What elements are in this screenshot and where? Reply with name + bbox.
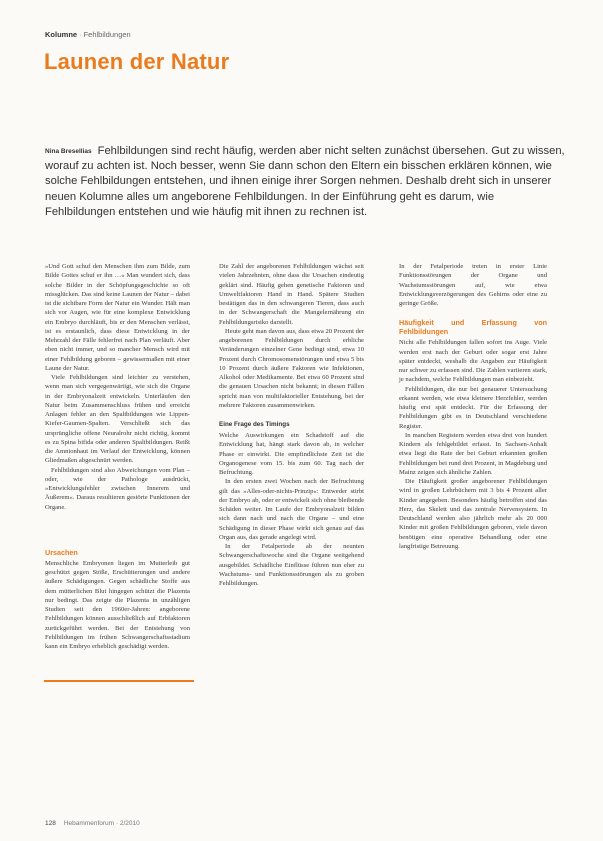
paragraph: In manchen Registern werden etwa drei von hundert Kindern als fehlgebildet erfasst. In Sachsen-Anhalt etwa liegt die Rate der bei Geburt erkannten großen Fehlbildungen bei rund drei Prozent, in Magdeburg und Mainz zeigen sich ähnliche Zahlen. xyxy=(399,431,547,476)
paragraph: In der Fetalperiode ab der neunten Schwangerschaftswoche sind die Organe weitgehend ausgebildet. Schädliche Einflüsse führen nun eher zu Wachstums- und Funktionsstörungen als zu groben Fehlbildungen. xyxy=(219,543,364,587)
publication-source: Hebammenforum · 2/2010 xyxy=(63,820,140,827)
subheading-ursachen: Ursachen xyxy=(45,547,78,557)
section-label: Kolumne xyxy=(45,30,78,39)
subheading-haeufigkeit: Häufigkeit und Erfassung von Fehlbildungen xyxy=(399,318,547,337)
subheading-timing: Eine Frage des Timings xyxy=(219,421,290,428)
paragraph: In den ersten zwei Wochen nach der Befruchtung gilt das »Alles-oder-nichts-Prinzip«: Entweder stirbt der Embryo ab, oder er entwickelt sich ohne bleibende Schäden weiter. Im Laufe der Embryonalzeit bilden sich dann nach und nach die Organe – und eine Schädigung in dieser Phase wirkt sich genau auf das Organ aus, das gerade angelegt wird. xyxy=(219,478,364,541)
paragraph: Die Zahl der angeborenen Fehlbildungen wächst seit vielen Jahrzehnten, ohne dass die Ursachen eindeutig geklärt sind. Häufig gehen genetische Faktoren und Umweltfaktoren Hand in Hand. Spätere Studien bestätigen das in den schwangeren Tieren, dass auch in der Schwangerschaft die Mangelernährung ein Fehlbildungsrisiko darstellt. xyxy=(219,263,364,326)
author-name: Nina Bresellias xyxy=(45,148,92,155)
article-title: Launen der Natur xyxy=(44,49,230,74)
paragraph: Menschliche Embryonen liegen im Mutterleib gut geschützt gegen Stöße, Erschütterungen und andere äußere Schädigungen. Gegen schädliche Stoffe aus dem mütterlichen Blut hingegen schützt die Plazenta nur bedingt. Das zeigte die Plazenta in unzähligen Studien seit den 1960er-Jahren: angeborene Fehlbildungen können ausschließlich auf Erbfaktoren zurückgeführt werden. Bei der Entstehung von Fehlbildungen im frühen Schwangerschaftsstadium kann ein Embryo erheblich geschädigt werden. xyxy=(45,559,190,650)
paragraph: Viele Fehlbildungen sind leichter zu verstehen, wenn man sich vergegenwärtigt, wie sich die Organe in der Embryonalzeit entwickeln. Unterläufen den Natur beim Zusammenschluss frühen und erreicht Anlagen fehler an den Spaltbildungen wie Lippen-Kiefer-Gaumen-Spalten. Verschließt sich das ursprüngliche offene Neuralrohr nicht richtig, kommt es zu Spina bifida oder anderen Spaltbildungen. Reißt die Amnionhaut im Verlauf der Entwicklung, können Gliedmaßen abgeschnürt werden. xyxy=(45,374,190,465)
subsection-label: Fehlbildungen xyxy=(83,30,131,39)
text-column-2 xyxy=(219,262,364,588)
text-column-1 xyxy=(45,262,190,651)
paragraph: Nicht alle Fehlbildungen fallen sofort ins Auge. Viele werden erst nach der Geburt oder sogar erst Jahre später entdeckt, weshalb die Angaben zur Häufigkeit nur schwer zu erfassen sind. Die Zahlen variieren stark, je nachdem, welche Fehlbildungen man einbezieht. xyxy=(399,339,547,384)
paragraph: Welche Auswirkungen ein Schadstoff auf die Entwicklung hat, hängt stark davon ab, in welcher Phase er einwirkt. Die empfindlichste Zeit ist die Organogenese vom 15. bis zum 60. Tag nach der Befruchtung. xyxy=(219,432,364,476)
page-number: 128 xyxy=(45,820,56,827)
page-footer xyxy=(45,820,140,827)
paragraph: Fehlbildungen sind also Abweichungen vom Plan – oder, wie der Pathologe ausdrückt, »Entwicklungsfehler zwischen Innerem und Äußerem«. Daraus resultieren gestörte Funktionen der Organe. xyxy=(45,466,190,511)
article-lead xyxy=(45,144,565,220)
text-column-3 xyxy=(399,262,547,551)
paragraph: Die Häufigkeit großer angeborener Fehlbildungen wird in großen Lehrbüchern mit 3 bis 4 Prozent aller Kinder angegeben. Besonders häufig betroffen sind das Herz, das Skelett und das zentrale Nervensystem. In Deutschland werden also jährlich mehr als 20 000 Kinder mit großen Fehlbildungen geboren, viele davon benötigen eine operative Behandlung oder eine langfristige Betreuung. xyxy=(399,478,547,550)
paragraph: Fehlbildungen, die nur bei genauerer Untersuchung erkannt werden, wie etwa kleinere Herzfehler, werden häufig erst spät entdeckt. Für die Erfassung der Fehlbildungen gibt es in Deutschland verschiedene Register. xyxy=(399,385,547,430)
section-rule xyxy=(44,680,194,682)
section-rubric xyxy=(45,30,131,39)
paragraph: Heute geht man davon aus, dass etwa 20 Prozent der angeborenen Fehlbildungen durch erbliche Veränderungen einzelner Gene bedingt sind, etwa 10 Prozent durch Chromosomenstörungen und etwa 5 bis 10 Prozent durch äußere Faktoren wie Infektionen, Alkohol oder Medikamente. Bei etwa 60 Prozent sind die genauen Ursachen nicht bekannt; in diesen Fällen spricht man von multifaktorieller Entstehung, bei der mehrere Faktoren zusammenwirken. xyxy=(219,327,364,409)
lead-text: Fehlbildungen sind recht häufig, werden aber nicht selten zunächst übersehen. Gut zu wissen, worauf zu achten ist. Noch besser, wenn Sie dann schon den Eltern ein bisschen erklären können, wie solche Fehlbildungen entstehen, und ihnen einige ihrer Sorgen nehmen. Deshalb dreht sich in unserer neuen Kolumne alles um angeborene Fehlbildungen. In der Einführung geht es darum, wie Fehlbildungen entstehen und wie häufig mit ihnen zu rechnen ist. xyxy=(45,145,565,218)
paragraph: In der Fetalperiode treten in erster Linie Funktionsstörungen der Organe und Wachstumsstörungen auf, wie etwa Entwicklungsverzögerungen des Gehirns oder eine zu geringe Größe. xyxy=(399,263,547,307)
rubric-separator: · xyxy=(79,30,82,39)
paragraph: »Und Gott schuf den Menschen ihm zum Bilde, zum Bilde Gottes schuf er ihn …« Man wundert sich, dass solche Bilder in der Schöpfungsgeschichte so oft missglücken. Das sind keine Launen der Natur – dabei ist die sichtbare Form der Natur ein Wunder. Hält man sich vor Augen, wie für eine komplexe Entwicklung ein Embryo durchläuft, bis er den Menschen verlässt, ist es erstaunlich, dass diese Entwicklung in der Mehrzahl der Fälle fehlerfrei nach Plan verläuft. Aber eben nicht immer, und so mancher Mensch wird mit einer Fehlbildung geboren – gewissermaßen mit einer Laune der Natur. xyxy=(45,263,190,372)
